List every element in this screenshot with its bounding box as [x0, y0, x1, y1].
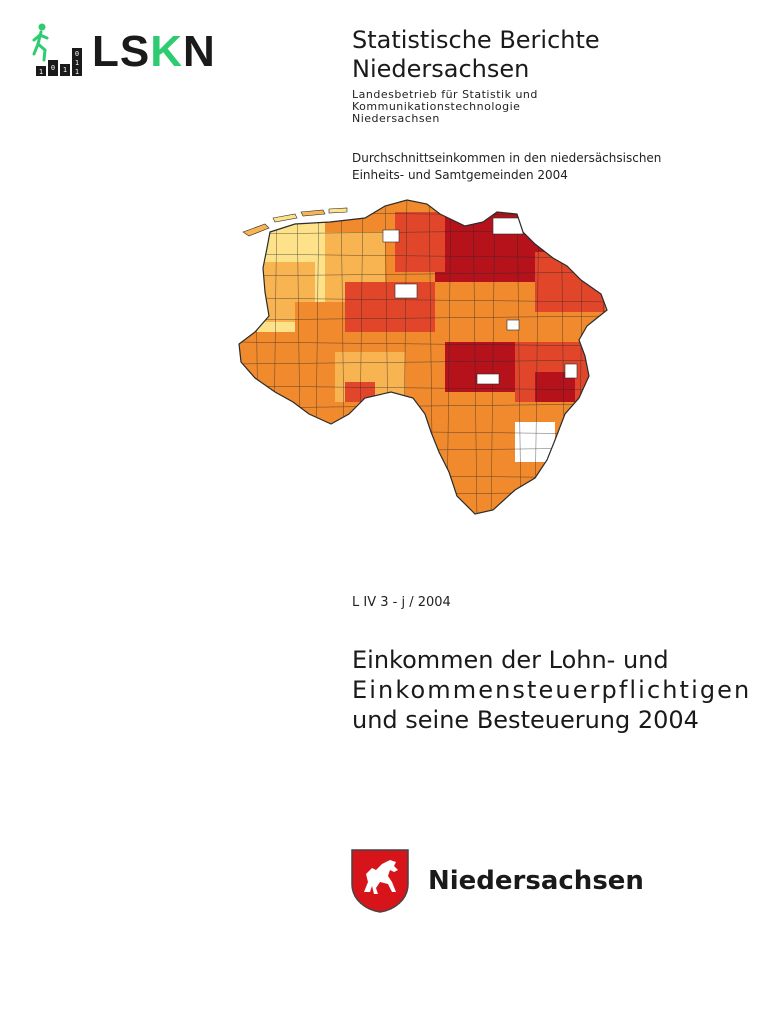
series-title-line1: Statistische Berichte — [352, 26, 600, 54]
map-caption-line2: Einheits- und Samtgemeinden 2004 — [352, 168, 568, 182]
map-caption — [352, 150, 661, 184]
report-title — [352, 645, 751, 735]
state-name: Niedersachsen — [428, 866, 644, 896]
lskn-logo — [32, 20, 216, 80]
runner-blocks-icon — [32, 20, 92, 80]
series-title — [352, 26, 600, 84]
report-title-line3: und seine Besteuerung 2004 — [352, 706, 699, 734]
saxon-horse-icon — [350, 848, 410, 914]
report-title-line2: Einkommensteuerpflichtigen — [352, 676, 752, 704]
report-title-line1: Einkommen der Lohn- und — [352, 646, 669, 674]
income-choropleth-map — [235, 192, 615, 522]
report-code: L IV 3 - j / 2004 — [352, 595, 451, 610]
publisher-block — [352, 89, 538, 125]
svg-text:1: 1 — [38, 68, 44, 76]
publisher-line1: Landesbetrieb für Statistik und — [352, 88, 538, 101]
niedersachsen-map — [235, 192, 615, 522]
svg-text:1: 1 — [62, 66, 68, 74]
map-caption-line1: Durchschnittseinkommen in den niedersächsischen — [352, 151, 662, 165]
svg-text:1: 1 — [74, 59, 80, 67]
logo-wordmark — [92, 27, 216, 76]
publisher-line2: Kommunikationstechnologie — [352, 100, 521, 113]
svg-text:1: 1 — [74, 68, 80, 76]
logo-text: LSKN — [92, 27, 216, 76]
publisher-line3: Niedersachsen — [352, 112, 440, 125]
lower-saxony-horse-emblem — [350, 848, 410, 914]
svg-text:0: 0 — [50, 64, 56, 72]
series-title-line2: Niedersachsen — [352, 55, 530, 83]
svg-text:0: 0 — [74, 50, 80, 58]
